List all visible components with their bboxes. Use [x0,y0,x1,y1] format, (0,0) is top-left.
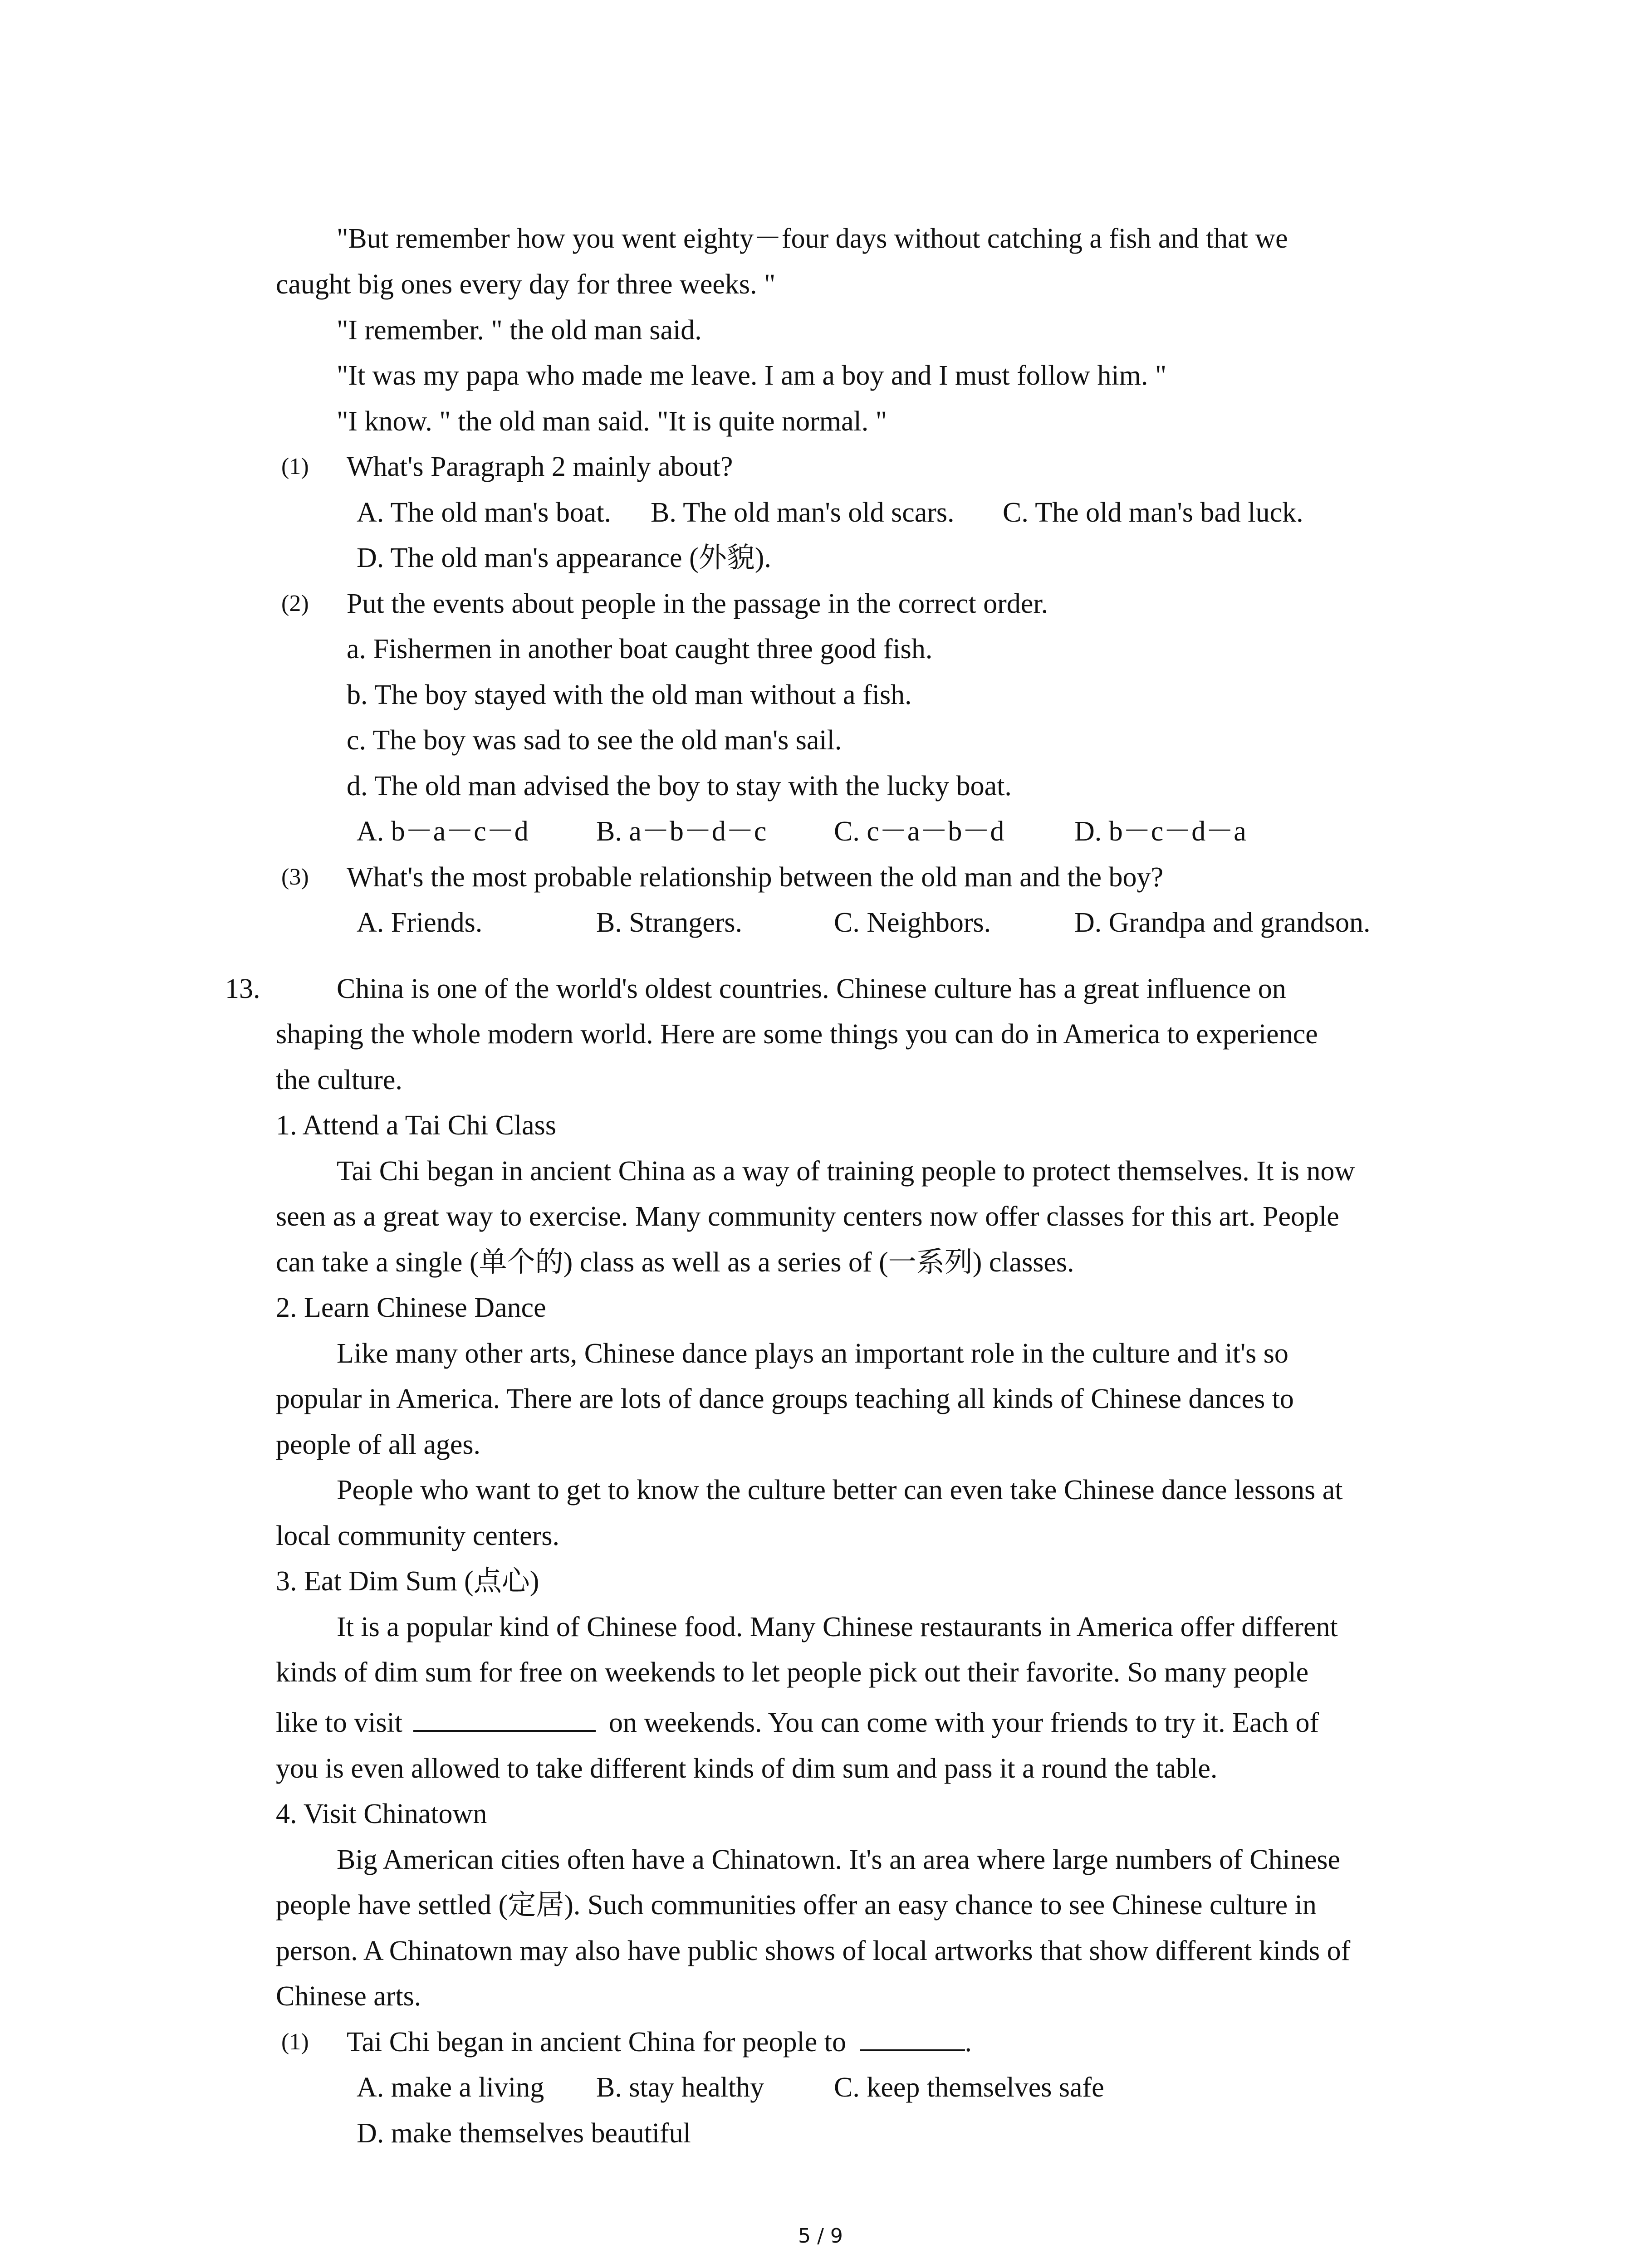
passage-line: China is one of the world's oldest countries. Chinese culture has a great influence on [337,973,1286,1004]
option-c[interactable]: C. c－a－b－d [834,816,1004,847]
passage-line: popular in America. There are lots of dance groups teaching all kinds of Chinese dances to [276,1383,1294,1414]
passage-line-with-blank [276,1700,1319,1745]
option-a[interactable]: A. make a living [357,2072,544,2103]
option-b[interactable]: B. The old man's old scars. [651,497,955,528]
passage-line: "But remember how you went eighty－four days without catching a fish and that we [337,223,1288,254]
event-item: a. Fishermen in another boat caught three good fish. [347,634,933,665]
fill-in-blank[interactable] [860,2023,965,2051]
passage-line: kinds of dim sum for free on weekends to let people pick out their favorite. So many people [276,1657,1309,1688]
passage-line: "It was my papa who made me leave. I am a boy and I must follow him. " [337,360,1167,391]
passage-line: can take a single (单个的) class as well as a series of (一系列) classes. [276,1247,1074,1278]
section-heading: 4. Visit Chinatown [276,1799,487,1829]
blank-prefix: like to visit [276,1707,402,1738]
section-heading: 2. Learn Chinese Dance [276,1292,546,1323]
option-d[interactable]: D. The old man's appearance (外貌). [357,543,771,573]
answer-options [0,490,1641,535]
question-number: 13. [225,973,260,1004]
passage-line: people of all ages. [276,1429,481,1460]
passage-line: the culture. [276,1065,402,1095]
stem-text: Tai Chi began in ancient China for people to [347,2027,847,2058]
question-stem: Put the events about people in the passage in the correct order. [347,588,1048,619]
option-b[interactable]: B. Strangers. [596,907,743,938]
event-item: b. The boy stayed with the old man without a fish. [347,679,912,710]
question-number: (2) [281,591,309,616]
passage-line: local community centers. [276,1520,559,1551]
passage-line: "I know. " the old man said. "It is quite normal. " [337,406,887,437]
question-number: (1) [281,2029,309,2055]
option-a[interactable]: A. Friends. [357,907,483,938]
passage-line: seen as a great way to exercise. Many community centers now offer classes for this art. People [276,1201,1339,1232]
question-number: (3) [281,864,309,890]
passage-line: Big American cities often have a Chinatown. It's an area where large numbers of Chinese [337,1844,1341,1875]
passage-line: Tai Chi began in ancient China as a way of training people to protect themselves. It is now [337,1156,1355,1187]
passage-line: Chinese arts. [276,1981,421,2012]
answer-options [0,2065,1641,2110]
passage-line: caught big ones every day for three weeks. " [276,269,776,300]
event-item: d. The old man advised the boy to stay with the lucky boat. [347,771,1012,802]
fill-in-blank[interactable] [413,1704,596,1732]
question-stem: What's the most probable relationship between the old man and the boy? [347,862,1164,893]
option-d[interactable]: D. b－c－d－a [1074,816,1246,847]
question-stem: What's Paragraph 2 mainly about? [347,451,733,482]
section-heading: 1. Attend a Tai Chi Class [276,1110,556,1141]
passage-line: you is even allowed to take different kinds of dim sum and pass it a round the table. [276,1753,1218,1784]
option-b[interactable]: B. stay healthy [596,2072,764,2103]
answer-options [0,900,1641,945]
passage-line: People who want to get to know the culture better can even take Chinese dance lessons at [337,1475,1343,1505]
option-a[interactable]: A. b－a－c－d [357,816,529,847]
passage-line: Like many other arts, Chinese dance plays an important role in the culture and it's so [337,1338,1288,1369]
passage-line: shaping the whole modern world. Here are some things you can do in America to experience [276,1019,1318,1050]
page-number: 5 / 9 [798,2224,843,2248]
stem-end: . [965,2027,972,2058]
option-a[interactable]: A. The old man's boat. [357,497,612,528]
option-c[interactable]: C. Neighbors. [834,907,991,938]
passage-line: It is a popular kind of Chinese food. Many Chinese restaurants in America offer different [337,1612,1338,1642]
blank-suffix: on weekends. You can come with your friends to try it. Each of [609,1707,1319,1738]
option-c[interactable]: C. keep themselves safe [834,2072,1104,2103]
option-d[interactable]: D. make themselves beautiful [357,2118,691,2149]
option-b[interactable]: B. a－b－d－c [596,816,767,847]
section-heading: 3. Eat Dim Sum (点心) [276,1566,539,1597]
passage-line: "I remember. " the old man said. [337,315,702,346]
option-d[interactable]: D. Grandpa and grandson. [1074,907,1371,938]
question-stem [347,2019,972,2065]
event-item: c. The boy was sad to see the old man's sail. [347,725,842,756]
option-c[interactable]: C. The old man's bad luck. [1003,497,1303,528]
passage-line: person. A Chinatown may also have public shows of local artworks that show different kinds of [276,1936,1351,1966]
passage-line: people have settled (定居). Such communities offer an easy chance to see Chinese culture in [276,1890,1317,1921]
question-number: (1) [281,454,309,479]
answer-options [0,809,1641,854]
